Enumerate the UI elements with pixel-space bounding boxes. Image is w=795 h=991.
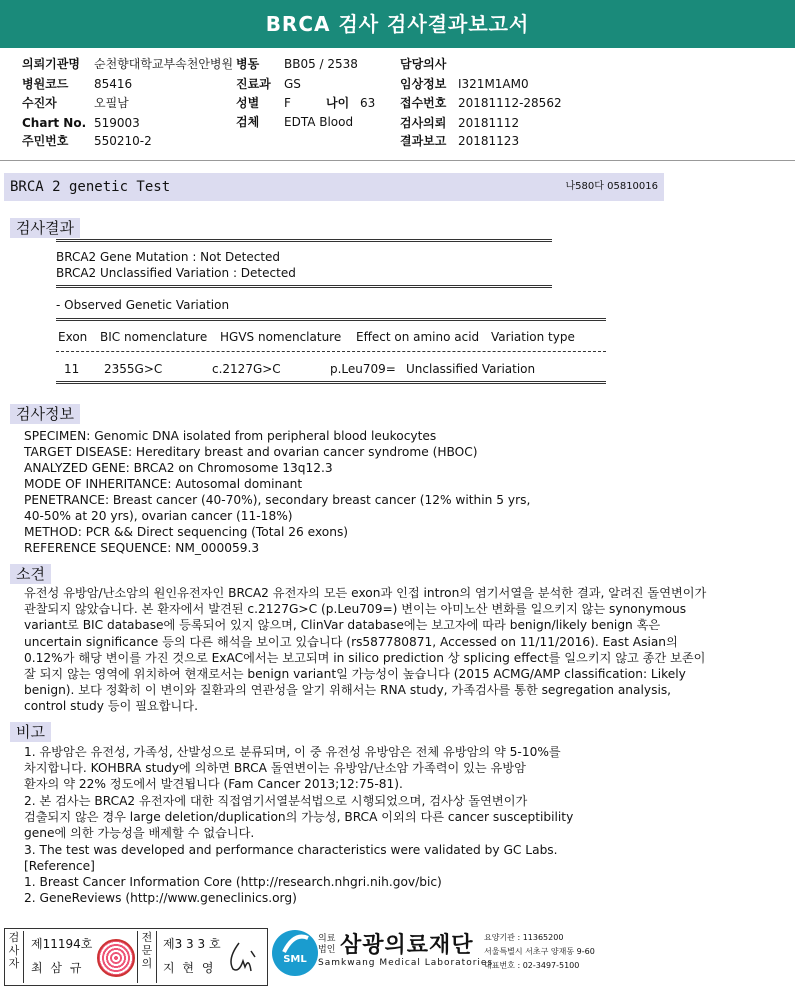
info-clinical: 임상정보 I321M1AM0 [400,77,529,91]
org-tel: 대표번호 : 02-3497-5100 [484,961,580,970]
logo-swoosh-icon [280,932,310,956]
remark-line: 3. The test was developed and performance characteristics were validated by GC Labs. [24,843,558,857]
info-doctor: 담당의사 [400,57,447,71]
col-hgvs: HGVS nomenclature [220,330,342,344]
info-resident-no: 주민번호 550210-2 [22,134,152,148]
remark-line: 2. GeneReviews (http://www.geneclinics.org) [24,891,297,905]
divider [56,351,606,352]
remark-line: 차지합니다. KOHBRA study에 의하면 BRCA 돌연변이는 유방암/난소암 가족력이 있는 유방암 [24,761,526,775]
cell-effect: p.Leu709= [330,362,396,376]
info-line: PENETRANCE: Breast cancer (40-70%), secondary breast cancer (12% within 5 yrs, [24,493,531,507]
examiner-license: 제11194호 [31,937,93,951]
cell-type: Unclassified Variation [406,362,536,376]
result-mutation: BRCA2 Gene Mutation : Not Detected [56,250,281,264]
info-ward: 병동 BB05 / 2538 [236,57,358,71]
divider [56,318,606,321]
remark-line: 환자의 약 22% 정도에서 발견됩니다 (Fam Cancer 2013;12:75-81). [24,777,403,791]
remarks-heading: 비고 [10,722,51,742]
col-exon: Exon [58,330,88,344]
org-address: 서울특별시 서초구 양재동 9-60 [484,947,595,956]
remark-line: gene에 의한 가능성을 배제할 수 없습니다. [24,826,255,840]
remark-line: 2. 본 검사는 BRCA2 유전자에 대한 직접염기서열분석법으로 시행되었으며, 검사상 돌연변이가 [24,794,528,808]
sml-logo-text: SML [283,954,307,965]
results-heading: 검사결과 [10,218,80,238]
specialist-name: 지 현 영 [163,961,216,975]
observed-label: - Observed Genetic Variation [56,298,230,312]
info-receipt-no: 접수번호 20181112-28562 [400,96,562,110]
remark-line: 1. Breast Cancer Information Core (http://research.nhgri.nih.gov/bic) [24,875,442,889]
test-name: BRCA 2 genetic Test [10,179,171,195]
test-info-heading: 검사정보 [10,404,80,424]
org-prefix: 의료 법인 [318,934,336,955]
divider [56,285,552,288]
col-effect: Effect on amino acid [356,330,480,344]
cell-exon: 11 [64,362,80,376]
signature [221,937,261,977]
info-department: 진료과 GS [236,77,301,91]
report-title: BRCA 검사 검사결과보고서 [0,0,795,48]
info-report-date: 결과보고 20181123 [400,134,520,148]
signature-box [4,928,268,986]
info-line: SPECIMEN: Genomic DNA isolated from peripheral blood leukocytes [24,429,437,443]
specialist-label: 전문의 [137,931,157,983]
footer [0,922,795,991]
examiner-seal [97,939,135,977]
col-type: Variation type [491,330,575,344]
examiner-label: 검사자 [5,931,24,983]
info-sex: 성별 F [236,96,291,110]
remark-line: [Reference] [24,859,95,873]
remark-line: 1. 유방암은 유전성, 가족성, 산발성으로 분류되며, 이 중 유전성 유방암은 전체 유방암의 약 5-10%를 [24,745,561,759]
info-age: 나이 63 [326,96,376,110]
org-name-en: Samkwang Medical Laboratories [318,958,494,968]
opinion-heading: 소견 [10,564,51,584]
divider [56,239,552,242]
col-bic: BIC nomenclature [100,330,208,344]
info-line: REFERENCE SEQUENCE: NM_000059.3 [24,541,260,555]
cell-hgvs: c.2127G>C [212,362,281,376]
test-code: 나580다 05810016 [565,181,658,192]
info-hospital-code: 병원코드 85416 [22,77,133,91]
info-request-date: 검사의뢰 20181112 [400,116,520,130]
remark-line: 검출되지 않은 경우 large deletion/duplication의 가능성, BRCA 이외의 다른 cancer susceptibility [24,810,574,824]
patient-info-panel [0,48,795,161]
examiner-name: 최 삼 규 [31,961,84,975]
org-code: 요양기관 : 11365200 [484,933,564,942]
info-line: ANALYZED GENE: BRCA2 on Chromosome 13q12.3 [24,461,333,475]
info-specimen: 검체 EDTA Blood [236,115,354,129]
info-institution: 의뢰기관명 순천향대학교부속천안병원 [22,57,234,71]
cell-bic: 2355G>C [104,362,163,376]
info-line: 40-50% at 20 yrs), ovarian cancer (11-18%) [24,509,293,523]
info-patient-name: 수진자 오필남 [22,96,129,110]
opinion-text: 유전성 유방암/난소암의 원인유전자인 BRCA2 유전자의 모든 exon과 인접 intron의 염기서열을 분석한 결과, 알려진 돌연변이가 관찰되지 않았습니다. 본 환자에서 발견된 c.2127G>C (p.Leu709=) 변이는 아미노산 변화를 일으키지 않는 synonymous variant로 BIC database에 등록되어 있지 않으며, ClinVar database에는 보고자에 따라 benign/likely benign 혹은 uncertain significance 등의 다른 해석을 보이고 있습니다 (rs587780871, Accessed on 11/11/2016). East Asian의 0.12%가 해당 변이를 가진 것으로 ExAC에서는 보고되며 in silico prediction 상 splicing effect를 일으키지 않고 종간 보존이 잘 되지 않는 영역에 위치하여 현재로서는 benign variant일 가능성이 높습니다 (2015 ACMG/AMP classification: Likely benign). 보다 정확히 이 변이와 질환과의 연관성을 알기 위해서는 RNA study, 가족검사를 통한 segregation analysis, control study 등이 필요합니다. [24,586,707,714]
info-chart-no: Chart No. 519003 [22,116,140,130]
result-unclassified: BRCA2 Unclassified Variation : Detected [56,266,296,280]
specialist-license: 제3 3 3 호 [163,937,221,951]
info-line: METHOD: PCR && Direct sequencing (Total 26 exons) [24,525,349,539]
test-name-bar [4,173,664,201]
info-line: TARGET DISEASE: Hereditary breast and ovarian cancer syndrome (HBOC) [24,445,478,459]
divider [56,381,606,384]
info-line: MODE OF INHERITANCE: Autosomal dominant [24,477,303,491]
org-name: 삼광의료재단 [340,933,474,958]
